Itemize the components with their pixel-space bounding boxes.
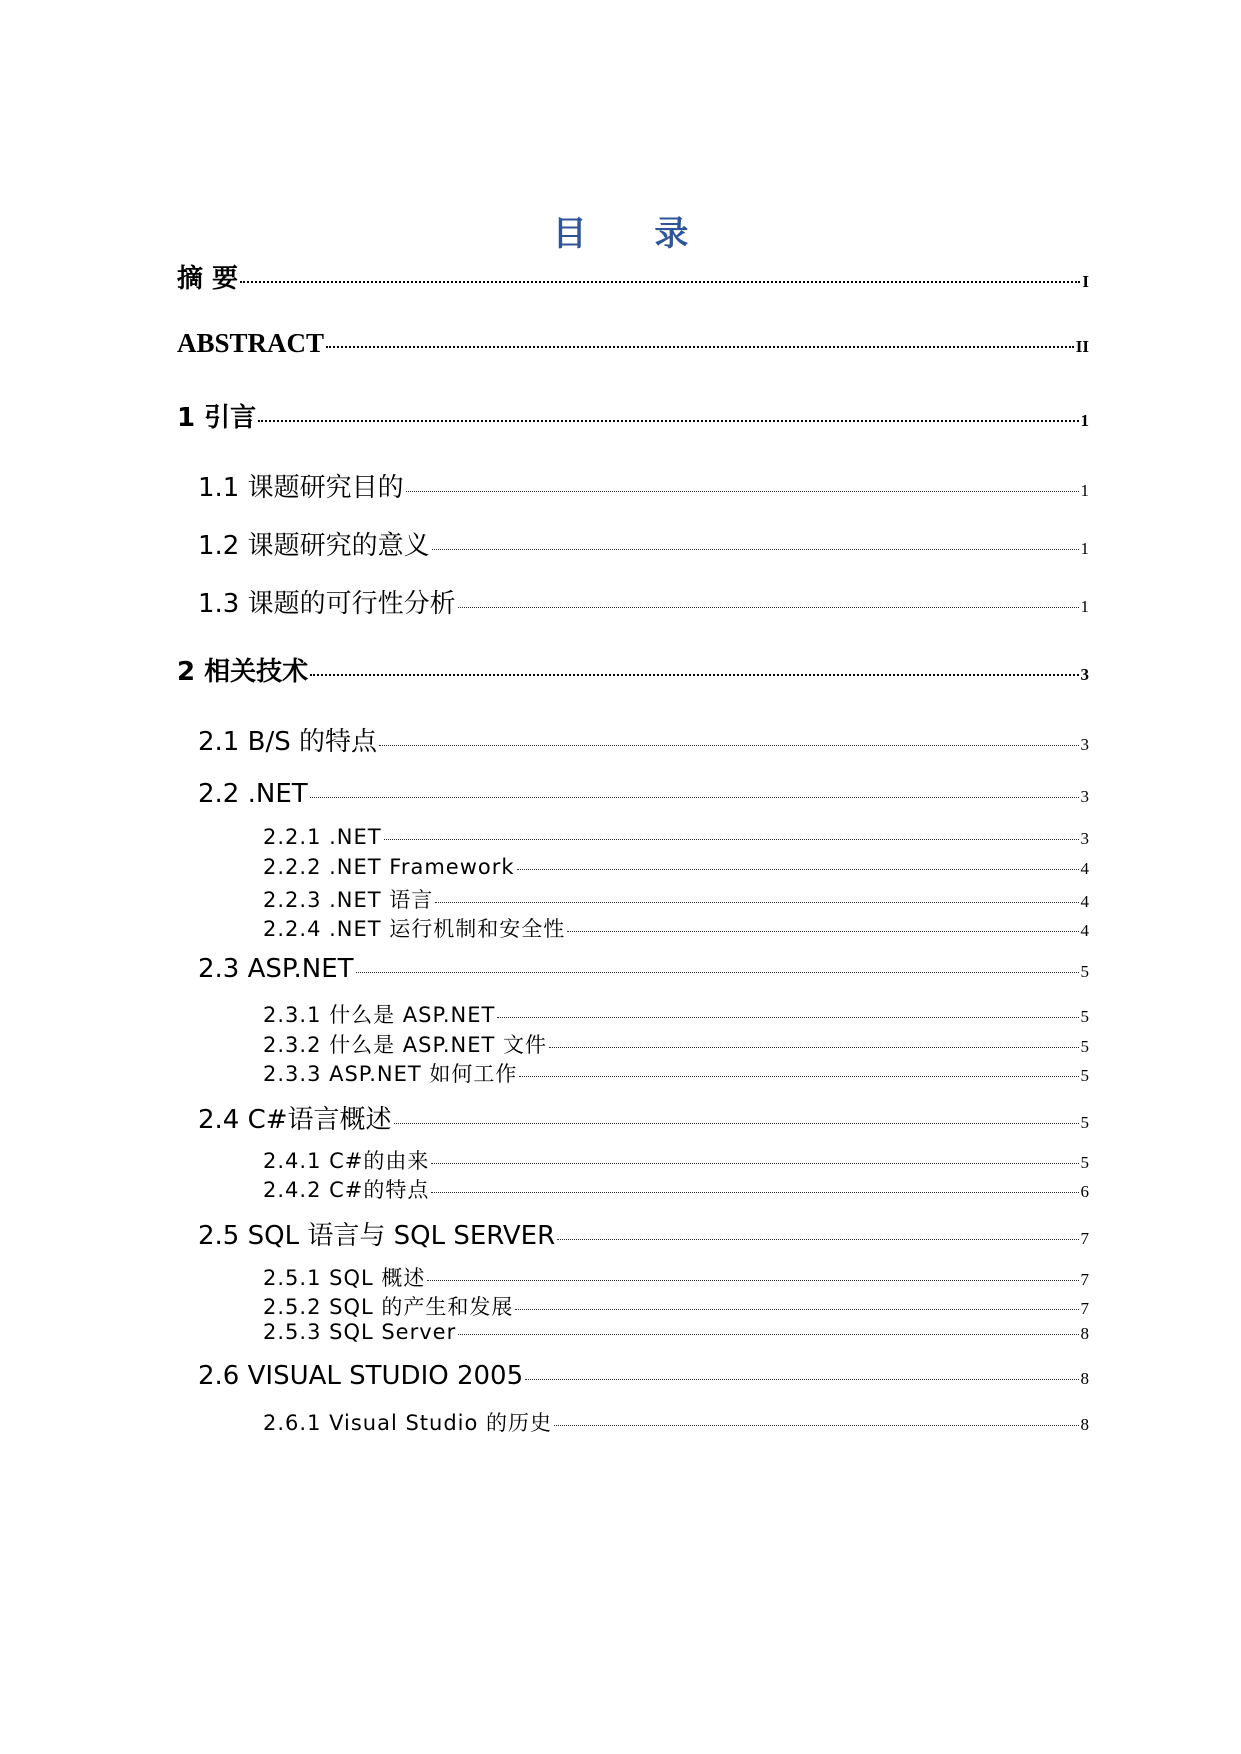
toc-entry[interactable] [263, 855, 1089, 879]
toc-entry[interactable] [198, 467, 1089, 504]
toc-entry[interactable] [263, 825, 1089, 849]
toc-entry-page: 4 [1080, 921, 1089, 940]
dot-leader [427, 1280, 1078, 1281]
toc-entry-label: 2.2.1 .NET [263, 825, 382, 849]
toc-entry-page: 5 [1080, 962, 1089, 981]
toc-entry[interactable] [198, 721, 1089, 758]
toc-entry-label: 2.5.2 SQL 的产生和发展 [263, 1295, 514, 1319]
toc-entry-label: 2.1 B/S 的特点 [198, 727, 377, 757]
dot-leader [379, 745, 1079, 746]
toc-entry[interactable] [198, 525, 1089, 562]
toc-entry-page: 3 [1080, 829, 1089, 848]
toc-entry[interactable] [177, 651, 1089, 688]
dot-leader [310, 674, 1078, 676]
dot-leader [525, 1379, 1078, 1380]
toc-entry-label: 2.3.3 ASP.NET 如何工作 [263, 1062, 518, 1086]
dot-leader [557, 1239, 1078, 1240]
toc-entry[interactable] [263, 884, 1089, 914]
toc-entry[interactable] [263, 1174, 1089, 1204]
dot-leader [567, 931, 1078, 932]
toc-entry-label: 1 引言 [177, 403, 257, 433]
toc-entry-page: 3 [1080, 787, 1089, 806]
toc-entry[interactable] [198, 779, 1089, 809]
toc-entry-page: 5 [1080, 1113, 1089, 1132]
toc-entry-label: 1.2 课题研究的意义 [198, 531, 430, 561]
toc-entry[interactable] [177, 258, 1089, 295]
dot-leader [356, 972, 1079, 973]
toc-entry-label: 2.3.2 什么是 ASP.NET 文件 [263, 1033, 548, 1057]
dot-leader [310, 797, 1079, 798]
toc-entry-page: 7 [1080, 1229, 1089, 1248]
toc-entry-page: 7 [1080, 1270, 1089, 1289]
toc-entry-label: 2.2.3 .NET 语言 [263, 888, 434, 912]
toc-entry-page: 1 [1080, 539, 1089, 558]
toc-entry-label: 2.5 SQL 语言与 SQL SERVER [198, 1221, 556, 1251]
dot-leader [258, 420, 1078, 422]
toc-entry[interactable] [198, 954, 1089, 984]
toc-entry-label: 2.3.1 什么是 ASP.NET [263, 1003, 496, 1027]
toc-entry-page: II [1075, 337, 1089, 356]
dot-leader [435, 902, 1078, 903]
toc-entry-page: 5 [1080, 1153, 1089, 1172]
toc-entry[interactable] [198, 1361, 1089, 1391]
toc-entry-page: 6 [1080, 1182, 1089, 1201]
toc-entry-label: 2.6.1 Visual Studio 的历史 [263, 1411, 553, 1435]
toc-entry-page: 1 [1080, 481, 1089, 500]
dot-leader [517, 869, 1079, 870]
toc-entry-label: 1.1 课题研究目的 [198, 473, 404, 503]
toc-entry-page: 8 [1080, 1369, 1089, 1388]
toc-entry-label: 2.3 ASP.NET [198, 954, 354, 984]
toc-entry-label: 2.2 .NET [198, 779, 308, 809]
toc-entry-label: 2.5.3 SQL Server [263, 1320, 457, 1344]
dot-leader [519, 1076, 1078, 1077]
toc-entry-page: 5 [1080, 1066, 1089, 1085]
toc-entry-label: 2.6 VISUAL STUDIO 2005 [198, 1361, 524, 1391]
toc-entry-page: 3 [1080, 665, 1089, 684]
dot-leader [554, 1425, 1078, 1426]
toc-entry[interactable] [177, 328, 1089, 359]
dot-leader [458, 1334, 1078, 1335]
toc-entry[interactable] [177, 397, 1089, 434]
toc-entry-page: 5 [1080, 1037, 1089, 1056]
toc-entry[interactable] [263, 1320, 1089, 1344]
toc-entry-label: 2.4.1 C#的由来 [263, 1149, 430, 1173]
toc-entry-label: 2 相关技术 [177, 657, 309, 687]
toc-entry-page: 5 [1080, 1007, 1089, 1026]
dot-leader [497, 1017, 1078, 1018]
toc-entry[interactable] [263, 1291, 1089, 1321]
toc-entry-label: 2.5.1 SQL 概述 [263, 1266, 426, 1290]
page-title: 目 录 [552, 214, 717, 254]
toc-entry-label: 2.4 C#语言概述 [198, 1105, 392, 1135]
toc-entry-page: 3 [1080, 735, 1089, 754]
dot-leader [431, 1192, 1078, 1193]
toc-entry[interactable] [198, 1215, 1089, 1252]
toc-entry[interactable] [263, 1262, 1089, 1292]
toc-entry-label: 2.4.2 C#的特点 [263, 1178, 430, 1202]
toc-entry-label: 摘 要 [177, 264, 239, 294]
dot-leader [515, 1309, 1078, 1310]
toc-entry[interactable] [263, 1145, 1089, 1175]
dot-leader [240, 281, 1080, 283]
toc-entry-label: 2.2.4 .NET 运行机制和安全性 [263, 917, 566, 941]
toc-entry-page: 8 [1080, 1324, 1089, 1343]
toc-entry-page: 4 [1080, 859, 1089, 878]
dot-leader [406, 491, 1079, 492]
toc-entry[interactable] [263, 913, 1089, 943]
toc-entry-label: 1.3 课题的可行性分析 [198, 589, 456, 619]
toc-entry[interactable] [198, 583, 1089, 620]
toc-entry[interactable] [263, 999, 1089, 1029]
toc-entry[interactable] [263, 1029, 1089, 1059]
dot-leader [432, 549, 1079, 550]
toc-entry-label: 2.2.2 .NET Framework [263, 855, 515, 879]
dot-leader [384, 839, 1079, 840]
toc-entry-label: ABSTRACT [177, 328, 325, 358]
toc-entry-page: 1 [1080, 411, 1089, 430]
toc-entry-page: 8 [1080, 1415, 1089, 1434]
dot-leader [458, 607, 1079, 608]
dot-leader [326, 346, 1074, 348]
toc-entry[interactable] [198, 1099, 1089, 1136]
toc-entry[interactable] [263, 1058, 1089, 1088]
toc-entry-page: 4 [1080, 892, 1089, 911]
dot-leader [549, 1047, 1078, 1048]
toc-entry[interactable] [263, 1407, 1089, 1437]
toc-entry-page: 7 [1080, 1299, 1089, 1318]
dot-leader [394, 1123, 1079, 1124]
dot-leader [431, 1163, 1078, 1164]
toc-entry-page: I [1082, 272, 1089, 291]
toc-entry-page: 1 [1080, 597, 1089, 616]
